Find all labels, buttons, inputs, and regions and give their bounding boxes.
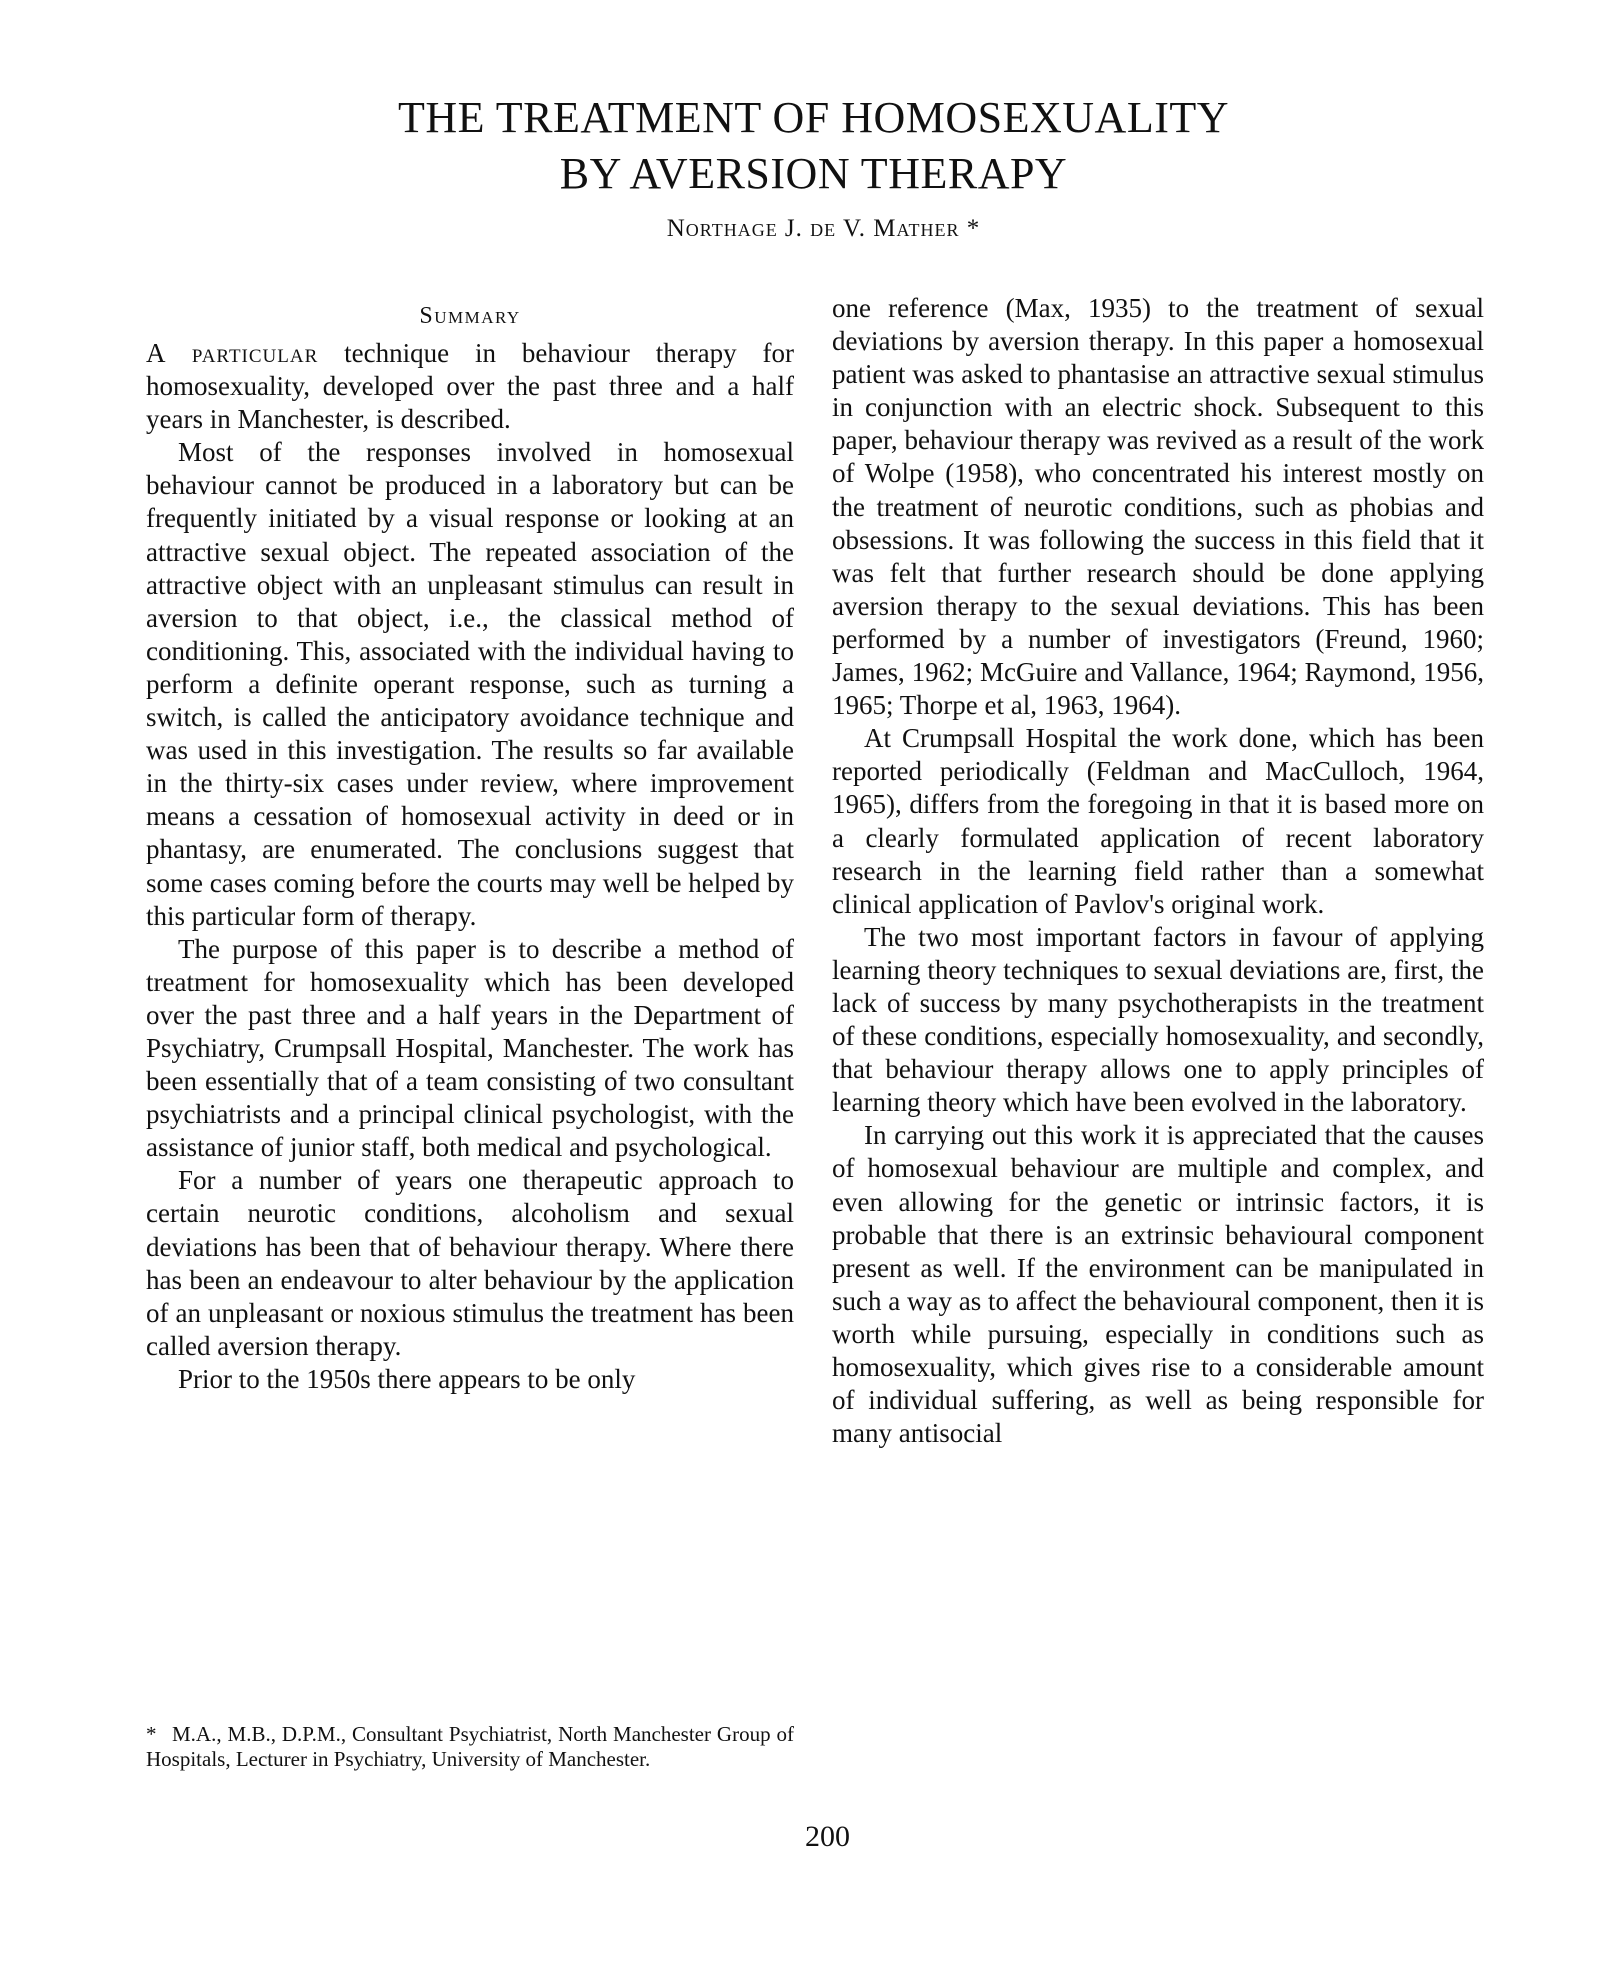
page-number: 200 bbox=[805, 1820, 850, 1853]
left-paragraph-5: Prior to the 1950s there appears to be only bbox=[178, 1363, 636, 1394]
right-paragraph-2: At Crumpsall Hospital the work done, which has been reported periodically (Feldman and MacCulloch, 1964, 1965), differs from the foregoing in that it is based more on a clearly formulated application of recent laboratory research in the learning field rather than a somewhat clinical application of Pavlov's original work. bbox=[832, 723, 1484, 919]
article-title bbox=[0, 90, 1607, 202]
right-paragraph-4: In carrying out this work it is appreciated that the causes of homosexual behaviour are multiple and complex, and even allowing for the genetic or intrinsic factors, it is probable that there is an extrinsic behavioural component present as well. If the environment can be manipulated in such a way as to affect the behavioural component, then it is worth while pursuing, especially in conditions such as homosexuality, which gives rise to a considerable amount of individual suffering, as well as being responsible for many antisocial bbox=[832, 1120, 1484, 1449]
left-paragraph-4: For a number of years one therapeutic approach to certain neurotic conditions, alcoholism and sexual deviations has been that of behaviour therapy. Where there has been an endeavour to alter behaviour by the application of an unpleasant or noxious stimulus the treatment has been called aversion therapy. bbox=[146, 1165, 794, 1361]
summary-text: technique in behaviour therapy for homosexuality, developed over the past three and a half years in Manchester, is described. bbox=[146, 338, 795, 435]
left-column bbox=[146, 300, 794, 1396]
left-paragraph-3: The purpose of this paper is to describe a method of treatment for homosexuality which has been developed over the past three and a half years in the Department of Psychiatry, Crumpsall Hospital, Manchester. The work has been essentially that of a team consisting of two consultant psychiatrists and a principal clinical psychologist, with the assistance of junior staff, both medical and psychological. bbox=[146, 933, 794, 1163]
footnote-text: M.A., M.B., D.P.M., Consultant Psychiatrist, North Manchester Group of Hospitals, Lecturer in Psychiatry, University of Manchester. bbox=[146, 1722, 794, 1771]
author-byline: Northage J. de V. Mather * bbox=[666, 215, 981, 242]
summary-lead-words: A particular bbox=[146, 338, 319, 368]
summary-heading: Summary bbox=[419, 303, 521, 329]
footnote-mark: * bbox=[146, 1722, 157, 1746]
summary-paragraph bbox=[146, 337, 794, 436]
article-title-line-2: BY AVERSION THERAPY bbox=[559, 149, 1068, 198]
right-paragraph-1: one reference (Max, 1935) to the treatment of sexual deviations by aversion therapy. In this paper a homosexual patient was asked to phantasise an attractive sexual stimulus in conjunction with an electric shock. Subsequent to this paper, behaviour therapy was revived as a result of the work of Wolpe (1958), who concentrated his interest mostly on the treatment of neurotic conditions, such as phobias and obsessions. It was following the success in this field that it was felt that further research should be done applying aversion therapy to the sexual deviations. This has been performed by a number of investigators (Freund, 1960; James, 1962; McGuire and Vallance, 1964; Raymond, 1956, 1965; Thorpe et al, 1963, 1964). bbox=[832, 293, 1484, 721]
right-paragraph-3: The two most important factors in favour of applying learning theory techniques to sexual deviations are, first, the lack of success by many psychotherapists in the treatment of these conditions, especially homosexuality, and secondly, that behaviour therapy allows one to apply principles of learning theory which have been evolved in the laboratory. bbox=[832, 921, 1484, 1118]
right-column bbox=[832, 292, 1484, 1450]
left-paragraph-2: Most of the responses involved in homosexual behaviour cannot be produced in a laboratory but can be frequently initiated by a visual response or looking at an attractive sexual object. The repeated association of the attractive object with an unpleasant stimulus can result in aversion to that object, i.e., the classical method of conditioning. This, associated with the individual having to perform a definite operant response, such as turning a switch, is called the anticipatory avoidance technique and was used in this investigation. The results so far available in the thirty-six cases under review, where improvement means a cessation of homosexual activity in deed or in phantasy, are enumerated. The conclusions suggest that some cases coming before the courts may well be helped by this particular form of therapy. bbox=[146, 437, 794, 931]
author-footnote bbox=[146, 1722, 794, 1772]
article-title-line-1: THE TREATMENT OF HOMOSEXUALITY bbox=[397, 93, 1230, 142]
